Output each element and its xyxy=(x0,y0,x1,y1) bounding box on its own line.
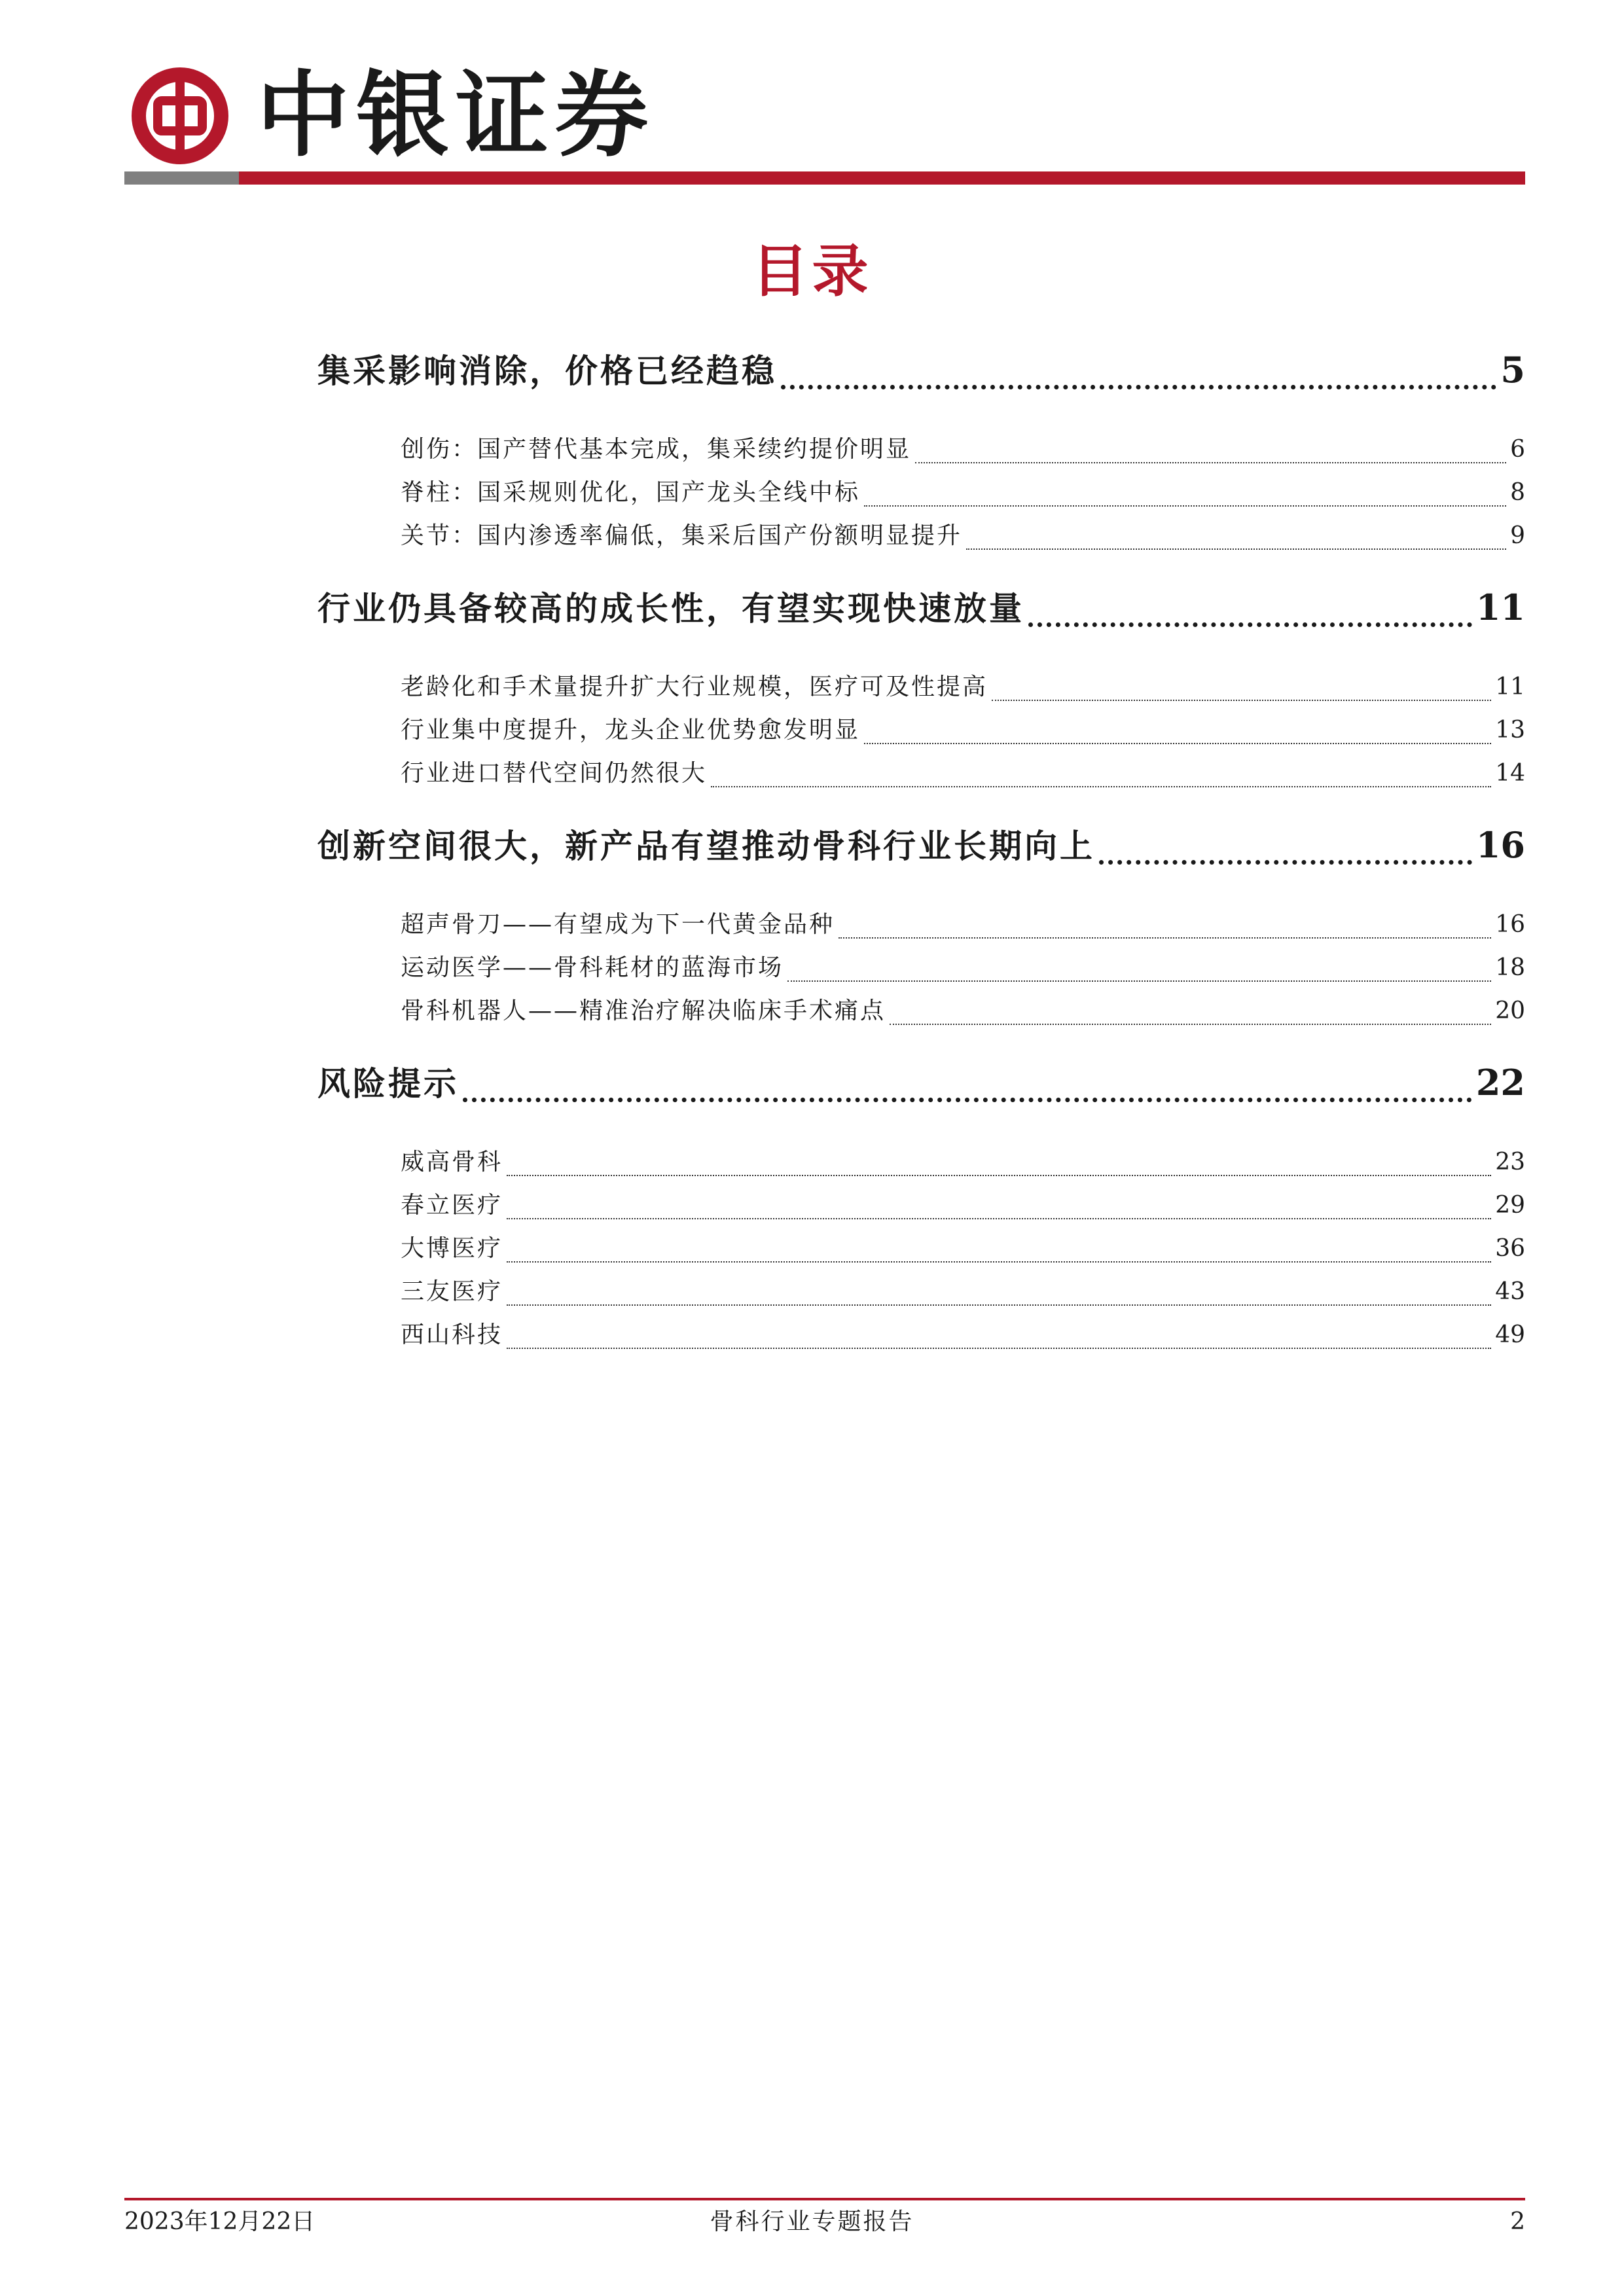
toc-page-number: 43 xyxy=(1495,1278,1525,1305)
dot-leader xyxy=(839,937,1491,939)
header-rule-red xyxy=(239,171,1525,185)
toc-section-label: 行业仍具备较高的成长性，有望实现快速放量 xyxy=(317,589,1024,628)
toc-page-number: 14 xyxy=(1495,760,1525,787)
toc-page-number: 16 xyxy=(1475,824,1525,866)
dot-leader xyxy=(890,1024,1491,1025)
toc-entry-label: 骨科机器人——精准治疗解决临床手术痛点 xyxy=(401,997,886,1024)
toc-entry-label: 三友医疗 xyxy=(401,1278,503,1305)
header-rule-gray xyxy=(124,171,239,185)
toc-page-number: 6 xyxy=(1510,436,1525,463)
dot-leader xyxy=(507,1218,1491,1219)
toc-entry-label: 超声骨刀——有望成为下一代黄金品种 xyxy=(401,911,835,938)
toc-page-number: 29 xyxy=(1495,1192,1525,1219)
toc-section[interactable] xyxy=(317,820,1525,872)
dot-leader xyxy=(781,385,1496,389)
toc-entry[interactable] xyxy=(401,755,1525,793)
dot-leader xyxy=(864,505,1506,507)
toc-entry[interactable] xyxy=(401,1187,1525,1225)
toc-page-number: 23 xyxy=(1495,1149,1525,1175)
dot-leader xyxy=(507,1304,1491,1306)
toc-entry[interactable] xyxy=(401,474,1525,512)
dot-leader xyxy=(864,743,1491,744)
footer-rule xyxy=(124,2198,1525,2200)
bank-of-china-logo-icon xyxy=(131,67,229,165)
dot-leader xyxy=(787,980,1491,982)
footer-report-title: 骨科行业专题报告 xyxy=(710,2208,914,2235)
dot-leader xyxy=(507,1348,1491,1349)
toc-entry[interactable] xyxy=(401,668,1525,706)
brand-name: 中银证券 xyxy=(257,61,655,170)
toc-section[interactable] xyxy=(317,583,1525,635)
toc-page-number: 9 xyxy=(1510,522,1525,549)
toc-entry[interactable] xyxy=(401,711,1525,749)
dot-leader xyxy=(1028,622,1472,627)
toc-entry-label: 创伤：国产替代基本完成，集采续约提价明显 xyxy=(401,436,912,463)
toc-entry[interactable] xyxy=(401,1316,1525,1354)
dot-leader xyxy=(463,1098,1472,1102)
dot-leader xyxy=(507,1261,1491,1263)
toc-title: 目录 xyxy=(751,238,873,304)
toc-entry-label: 老龄化和手术量提升扩大行业规模，医疗可及性提高 xyxy=(401,673,988,700)
toc-section-label: 风险提示 xyxy=(317,1064,459,1103)
toc-page-number: 20 xyxy=(1495,997,1525,1024)
toc-entry-label: 关节：国内渗透率偏低，集采后国产份额明显提升 xyxy=(401,522,963,549)
toc-entry-label: 威高骨科 xyxy=(401,1149,503,1175)
toc-page-number: 16 xyxy=(1495,911,1525,938)
toc-entry[interactable] xyxy=(401,992,1525,1030)
toc-entry-label: 春立医疗 xyxy=(401,1192,503,1219)
toc-page-number: 13 xyxy=(1495,717,1525,744)
toc-page-number: 22 xyxy=(1475,1062,1525,1103)
toc-page-number: 11 xyxy=(1495,673,1525,700)
dot-leader xyxy=(711,786,1491,787)
toc-entry-label: 运动医学——骨科耗材的蓝海市场 xyxy=(401,954,784,981)
toc-entry[interactable] xyxy=(401,431,1525,469)
toc-entry[interactable] xyxy=(401,1273,1525,1311)
toc-page-number: 49 xyxy=(1495,1321,1525,1348)
toc-section-label: 创新空间很大，新产品有望推动骨科行业长期向上 xyxy=(317,827,1095,865)
toc-entry-label: 西山科技 xyxy=(401,1321,503,1348)
toc-page-number: 8 xyxy=(1510,479,1525,506)
toc-entry[interactable] xyxy=(401,906,1525,944)
toc-page-number: 11 xyxy=(1475,586,1525,628)
dot-leader xyxy=(1099,860,1472,865)
toc-page-number: 5 xyxy=(1500,349,1525,391)
toc-entry[interactable] xyxy=(401,1143,1525,1181)
toc-entry-label: 行业进口替代空间仍然很大 xyxy=(401,760,708,787)
toc-entry[interactable] xyxy=(401,949,1525,987)
footer-date: 2023年12月22日 xyxy=(124,2208,316,2235)
toc-section[interactable] xyxy=(317,345,1525,397)
toc-entry[interactable] xyxy=(401,1230,1525,1268)
toc-entry-label: 行业集中度提升，龙头企业优势愈发明显 xyxy=(401,717,861,744)
toc-entry-label: 大博医疗 xyxy=(401,1235,503,1262)
dot-leader xyxy=(915,462,1506,463)
toc-page-number: 18 xyxy=(1495,954,1525,981)
dot-leader xyxy=(507,1175,1491,1176)
footer-page-number: 2 xyxy=(1510,2208,1525,2235)
dot-leader xyxy=(992,700,1491,701)
toc-entry[interactable] xyxy=(401,517,1525,555)
dot-leader xyxy=(966,548,1506,550)
toc-section-label: 集采影响消除，价格已经趋稳 xyxy=(317,351,777,390)
toc-section[interactable] xyxy=(317,1058,1525,1110)
toc-page-number: 36 xyxy=(1495,1235,1525,1262)
toc-entry-label: 脊柱：国采规则优化，国产龙头全线中标 xyxy=(401,479,861,506)
